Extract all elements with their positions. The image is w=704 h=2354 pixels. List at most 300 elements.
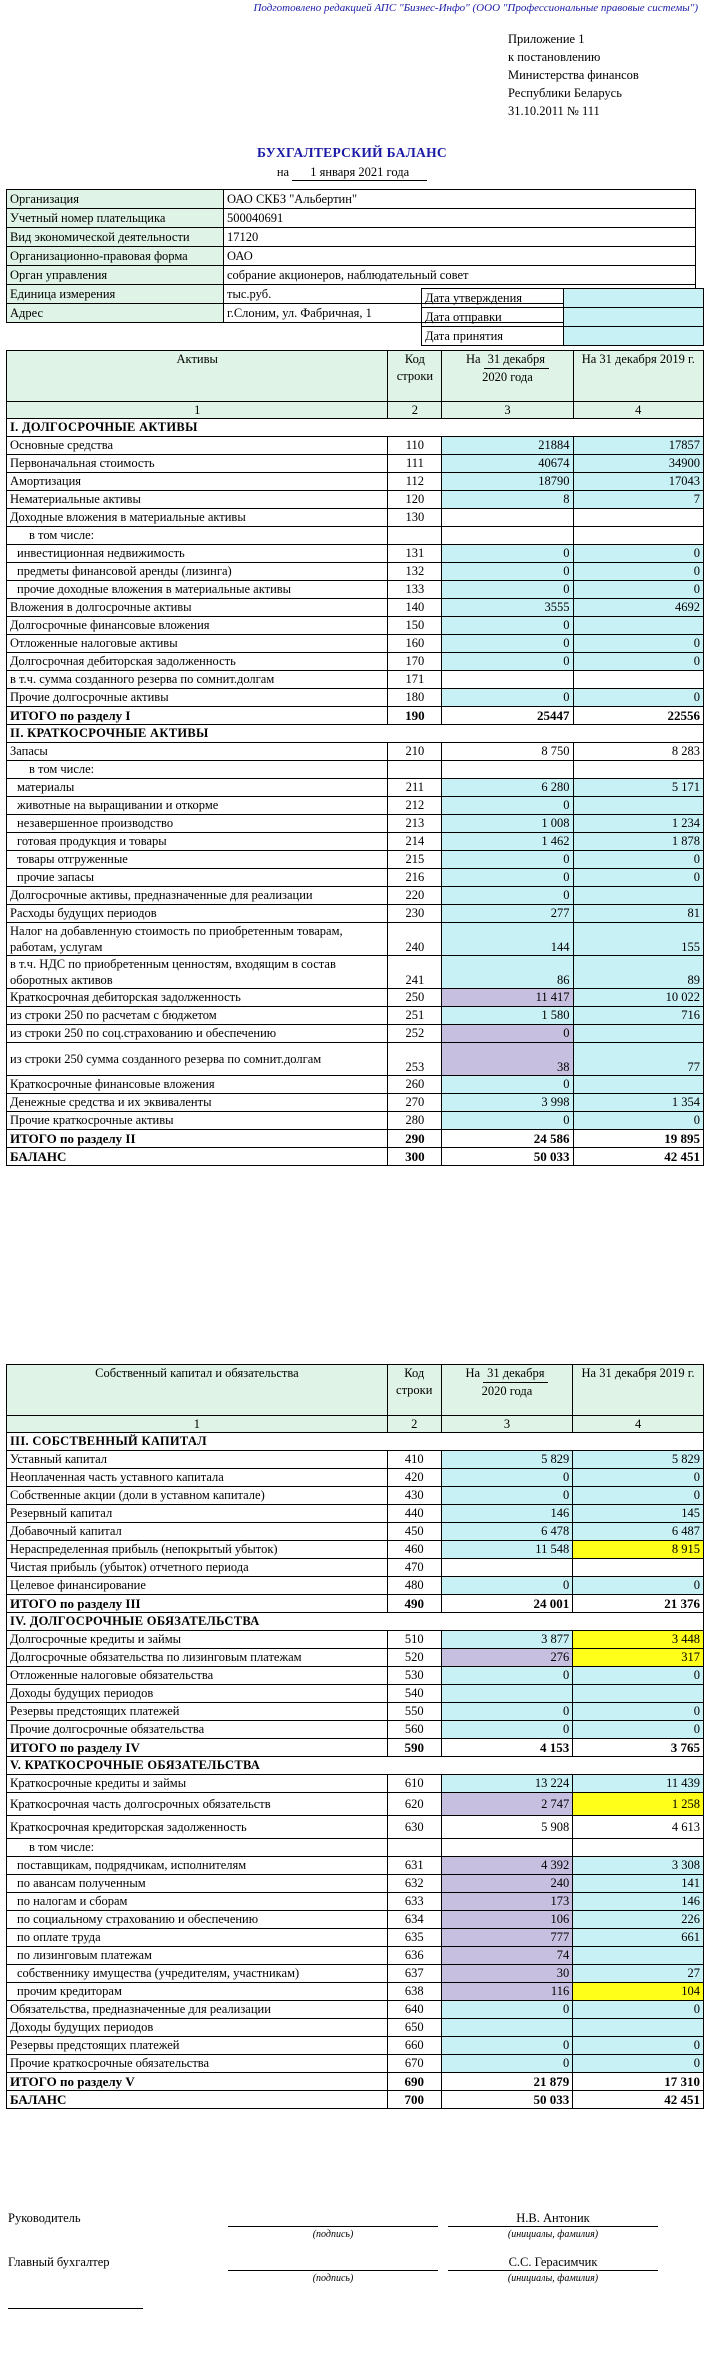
row-value-current[interactable]: 1 580 [442,1007,573,1025]
row-value-previous[interactable]: 0 [573,545,703,563]
row-value-previous[interactable]: 21 376 [573,1595,704,1613]
row-value-current[interactable]: 3555 [442,599,573,617]
balance-row [7,2037,704,2055]
row-value-current[interactable]: 8 [442,491,573,509]
row-value-current[interactable]: 0 [442,1112,573,1130]
row-value-previous[interactable] [573,1076,703,1094]
date-row [422,289,704,308]
row-label: Прочие долгосрочные обязательства [7,1721,388,1739]
row-value-previous[interactable]: 1 234 [573,815,703,833]
balance-row [7,869,704,887]
col-header-previous: На 31 декабря 2019 г. [573,1365,704,1416]
row-value-previous[interactable] [573,1559,704,1577]
row-value-previous[interactable]: 11 439 [573,1775,704,1793]
row-label: Долгосрочные обязательства по лизинговым платежам [7,1649,388,1667]
row-value-current[interactable]: 240 [441,1875,573,1893]
row-value-current[interactable]: 0 [441,1721,573,1739]
balance-row [7,491,704,509]
row-value-previous[interactable]: 0 [573,1667,704,1685]
row-label: Краткосрочная часть долгосрочных обязательств [7,1793,388,1816]
org-info-label: Вид экономической деятельности [7,228,224,247]
row-value-previous[interactable]: 5 171 [573,779,703,797]
row-value-current[interactable]: 21 879 [441,2073,573,2091]
date-value-cell[interactable] [563,289,703,308]
col-header-current: На 31 декабря 2020 года [441,1365,573,1416]
row-value-previous[interactable] [573,509,703,527]
section-header-row [7,1433,704,1451]
balance-row [7,2001,704,2019]
row-value-previous[interactable]: 17043 [573,473,703,491]
row-value-current[interactable]: 0 [441,2037,573,2055]
org-info-value: собрание акционеров, наблюдательный совет [224,266,696,285]
equity-header-row [7,1365,704,1416]
balance-row [7,1487,704,1505]
appendix-line: к постановлению [508,50,601,64]
row-label: Основные средства [7,437,388,455]
row-value-previous[interactable]: 317 [573,1649,704,1667]
column-numbers-row [7,402,704,419]
row-value-previous[interactable]: 42 451 [573,2091,704,2109]
row-value-current[interactable]: 146 [441,1505,573,1523]
row-code: 251 [388,1007,442,1025]
row-value-previous[interactable]: 141 [573,1875,704,1893]
row-code: 590 [387,1739,441,1757]
balance-row [7,851,704,869]
row-value-current[interactable] [441,1559,573,1577]
date-label: Дата отправки [422,308,564,327]
balance-row [7,1007,704,1025]
row-value-previous[interactable] [573,1947,704,1965]
row-code [388,761,442,779]
row-value-current[interactable]: 0 [441,2001,573,2019]
row-code: 460 [387,1541,441,1559]
row-code: 700 [387,2091,441,2109]
date-label: Дата утверждения [422,289,564,308]
row-value-current[interactable]: 0 [442,1025,573,1043]
row-value-previous [573,761,703,779]
row-code: 300 [388,1148,442,1166]
row-value-previous[interactable]: 0 [573,1487,704,1505]
row-label: Запасы [7,743,388,761]
row-value-previous[interactable]: 0 [573,563,703,581]
row-value-current[interactable]: 30 [441,1965,573,1983]
row-label: БАЛАНС [7,2091,388,2109]
row-label: из строки 250 по расчетам с бюджетом [7,1007,388,1025]
row-value-current[interactable]: 0 [442,887,573,905]
balance-row [7,905,704,923]
row-value-previous[interactable] [573,671,703,689]
row-value-current[interactable] [441,1685,573,1703]
balance-row [7,1112,704,1130]
org-info-value: 500040691 [224,209,696,228]
org-info-row [7,228,696,247]
col-num: 2 [387,1416,441,1433]
row-value-previous[interactable]: 0 [573,851,703,869]
date-prefix: на [276,165,290,179]
row-code: 560 [387,1721,441,1739]
row-label: Прочие долгосрочные активы [7,689,388,707]
row-code: 610 [387,1775,441,1793]
row-value-current[interactable]: 0 [442,635,573,653]
row-value-previous[interactable]: 0 [573,1469,704,1487]
row-value-current[interactable]: 4 153 [441,1739,573,1757]
row-value-current[interactable]: 38 [442,1043,573,1076]
balance-row [7,1667,704,1685]
balance-row [7,455,704,473]
row-label: ИТОГО по разделу V [7,2073,388,2091]
row-value-previous[interactable] [573,2019,704,2037]
balance-row [7,509,704,527]
row-label: Чистая прибыль (убыток) отчетного периода [7,1559,388,1577]
row-value-previous[interactable]: 3 448 [573,1631,704,1649]
row-label: Долгосрочные финансовые вложения [7,617,388,635]
balance-row [7,1577,704,1595]
row-value-previous[interactable]: 6 487 [573,1523,704,1541]
row-value-current[interactable]: 8 750 [442,743,573,761]
balance-row [7,1076,704,1094]
row-value-previous[interactable]: 0 [573,1112,703,1130]
row-value-previous[interactable]: 0 [573,2001,704,2019]
section-title: III. СОБСТВЕННЫЙ КАПИТАЛ [7,1433,704,1451]
accountant-name: С.С. Герасимчик [508,2255,598,2269]
balance-row [7,743,704,761]
appendix-line: 31.10.2011 № 111 [508,104,600,118]
row-value-previous[interactable]: 17857 [573,437,703,455]
row-code: 131 [388,545,442,563]
row-value-current[interactable]: 86 [442,956,573,989]
row-value-current[interactable]: 11 417 [442,989,573,1007]
row-value-current[interactable]: 276 [441,1649,573,1667]
row-code: 540 [387,1685,441,1703]
row-value-current[interactable]: 74 [441,1947,573,1965]
row-value-current[interactable]: 116 [441,1983,573,2001]
section-header-row [7,1757,704,1775]
row-value-current[interactable] [442,671,573,689]
row-value-current [442,527,573,545]
row-value-previous[interactable]: 716 [573,1007,703,1025]
row-label: по авансам полученным [7,1875,388,1893]
row-label: Собственные акции (доли в уставном капитале) [7,1487,388,1505]
row-value-previous[interactable]: 27 [573,1965,704,1983]
section-header-row [7,725,704,743]
balance-row [7,2019,704,2037]
row-value-current[interactable]: 11 548 [441,1541,573,1559]
row-value-previous[interactable]: 0 [573,689,703,707]
row-code: 630 [387,1816,441,1839]
org-info-value: тыс.руб. [224,285,696,304]
org-info-row [7,266,696,285]
row-value-previous[interactable]: 3 308 [573,1857,704,1875]
row-code: 160 [388,635,442,653]
row-value-previous[interactable]: 1 878 [573,833,703,851]
row-value-current[interactable]: 173 [441,1893,573,1911]
row-code: 420 [387,1469,441,1487]
row-value-previous[interactable]: 8 283 [573,743,703,761]
org-info-row [7,247,696,266]
balance-row [7,1965,704,1983]
row-value-previous[interactable] [573,1685,704,1703]
row-label: Налог на добавленную стоимость по приобретенным товарам, работам, услугам [7,923,388,956]
row-value-previous[interactable]: 10 022 [573,989,703,1007]
row-label: инвестиционная недвижимость [7,545,388,563]
sign-caption: (подпись) [312,2273,354,2284]
row-label: Неоплаченная часть уставного капитала [7,1469,388,1487]
row-label: Прочие краткосрочные обязательства [7,2055,388,2073]
row-value-previous [573,527,703,545]
col-header-previous: На 31 декабря 2019 г. [573,351,703,402]
row-value-current[interactable]: 1 462 [442,833,573,851]
row-value-current[interactable]: 50 033 [441,2091,573,2109]
row-value-previous[interactable]: 226 [573,1911,704,1929]
row-label: незавершенное производство [7,815,388,833]
date-row [422,327,704,346]
balance-row [7,1947,704,1965]
row-value-previous[interactable]: 0 [573,869,703,887]
balance-row [7,1523,704,1541]
col-num: 3 [441,1416,573,1433]
row-value-current[interactable]: 0 [442,617,573,635]
balance-row [7,956,704,989]
row-code: 170 [388,653,442,671]
row-value-previous[interactable]: 145 [573,1505,704,1523]
balance-row [7,797,704,815]
row-value-previous[interactable]: 3 765 [573,1739,704,1757]
row-value-current[interactable]: 6 478 [441,1523,573,1541]
row-value-current[interactable]: 0 [442,797,573,815]
row-label: прочие доходные вложения в материальные активы [7,581,388,599]
balance-row [7,815,704,833]
balance-row [7,1451,704,1469]
section-title: II. КРАТКОСРОЧНЫЕ АКТИВЫ [7,725,704,743]
balance-row [7,635,704,653]
row-value-current[interactable]: 0 [441,1469,573,1487]
row-label: Доходные вложения в материальные активы [7,509,388,527]
row-value-previous[interactable]: 22556 [573,707,703,725]
row-value-previous[interactable]: 4 613 [573,1816,704,1839]
row-code: 110 [388,437,442,455]
head-name: Н.В. Антоник [516,2211,590,2225]
row-value-previous[interactable]: 4692 [573,599,703,617]
row-code: 213 [388,815,442,833]
row-label: Нераспределенная прибыль (непокрытый убыток) [7,1541,388,1559]
row-value-current[interactable]: 25447 [442,707,573,725]
row-code: 510 [387,1631,441,1649]
row-value-current[interactable]: 144 [442,923,573,956]
row-code: 210 [388,743,442,761]
assets-table [6,350,704,1166]
row-label: прочим кредиторам [7,1983,388,2001]
row-code: 130 [388,509,442,527]
row-value-current[interactable]: 0 [441,1703,573,1721]
row-code: 252 [388,1025,442,1043]
row-value-current[interactable]: 0 [442,581,573,599]
row-value-previous[interactable]: 155 [573,923,703,956]
dates-table [421,288,704,346]
row-code: 171 [388,671,442,689]
balance-row [7,653,704,671]
row-value-current[interactable]: 4 392 [441,1857,573,1875]
head-label: Руководитель [8,2211,81,2225]
row-value-previous[interactable] [573,797,703,815]
row-value-previous[interactable]: 7 [573,491,703,509]
row-value-current[interactable] [442,509,573,527]
row-value-current[interactable]: 50 033 [442,1148,573,1166]
row-value-current[interactable] [441,2019,573,2037]
row-value-current[interactable]: 3 877 [441,1631,573,1649]
row-code: 650 [387,2019,441,2037]
date-value-cell[interactable] [563,308,703,327]
balance-row [7,1094,704,1112]
row-value-current[interactable]: 0 [442,869,573,887]
row-label: Резервы предстоящих платежей [7,2037,388,2055]
row-value-previous[interactable]: 0 [573,653,703,671]
row-value-current[interactable]: 0 [442,563,573,581]
row-value-current[interactable]: 5 829 [441,1451,573,1469]
row-value-current[interactable]: 0 [441,1577,573,1595]
row-value-current[interactable]: 0 [442,545,573,563]
row-value-previous[interactable]: 17 310 [573,2073,704,2091]
row-label: Долгосрочные кредиты и займы [7,1631,388,1649]
row-label: Краткосрочные финансовые вложения [7,1076,388,1094]
date-value: 1 января 2021 года [292,165,427,181]
total-row [7,1148,704,1166]
row-value-previous[interactable]: 0 [573,635,703,653]
row-value-previous[interactable]: 661 [573,1929,704,1947]
balance-row [7,1911,704,1929]
row-value-previous[interactable]: 1 258 [573,1793,704,1816]
row-label: по налогам и сборам [7,1893,388,1911]
row-value-previous[interactable]: 1 354 [573,1094,703,1112]
balance-row [7,1559,704,1577]
row-value-current[interactable]: 1 008 [442,815,573,833]
row-value-previous[interactable] [573,617,703,635]
col-num: 1 [7,1416,388,1433]
row-value-previous[interactable]: 0 [573,1577,704,1595]
row-value-current[interactable]: 0 [441,1487,573,1505]
row-label: по лизинговым платежам [7,1947,388,1965]
row-label: собственнику имущества (учредителям, участникам) [7,1965,388,1983]
date-row [422,308,704,327]
row-value-current[interactable]: 0 [442,851,573,869]
row-value-current[interactable]: 0 [442,689,573,707]
org-info-row [7,190,696,209]
subheader-row [7,527,704,545]
row-value-previous[interactable]: 0 [573,2037,704,2055]
row-code: 660 [387,2037,441,2055]
balance-row [7,1816,704,1839]
row-value-current[interactable]: 3 998 [442,1094,573,1112]
balance-row [7,1649,704,1667]
row-value-previous[interactable] [573,1025,703,1043]
balance-row [7,1775,704,1793]
org-info-label: Учетный номер плательщика [7,209,224,228]
row-code: 620 [387,1793,441,1816]
row-code: 216 [388,869,442,887]
row-code: 670 [387,2055,441,2073]
row-value-current[interactable]: 24 586 [442,1130,573,1148]
row-value-current[interactable]: 0 [442,1076,573,1094]
section-header-row [7,1613,704,1631]
row-value-previous[interactable]: 34900 [573,455,703,473]
row-value-previous[interactable]: 77 [573,1043,703,1076]
row-code: 440 [387,1505,441,1523]
row-value-current[interactable]: 777 [441,1929,573,1947]
section-title: V. КРАТКОСРОЧНЫЕ ОБЯЗАТЕЛЬСТВА [7,1757,704,1775]
row-value-previous[interactable]: 42 451 [573,1148,703,1166]
row-code: 150 [388,617,442,635]
row-value-previous[interactable]: 0 [573,1703,704,1721]
row-value-previous[interactable]: 8 915 [573,1541,704,1559]
row-value-previous[interactable]: 81 [573,905,703,923]
row-code: 120 [388,491,442,509]
row-code: 480 [387,1577,441,1595]
row-label: ИТОГО по разделу III [7,1595,388,1613]
row-label: ИТОГО по разделу I [7,707,388,725]
row-code: 270 [388,1094,442,1112]
date-value-cell[interactable] [563,327,703,346]
equity-liabilities-table [6,1364,704,2109]
row-value-previous[interactable]: 0 [573,1721,704,1739]
row-value-previous[interactable]: 19 895 [573,1130,703,1148]
row-value-current[interactable]: 277 [442,905,573,923]
row-label: Уставный капитал [7,1451,388,1469]
row-label: из строки 250 сумма созданного резерва по сомнит.долгам [7,1043,388,1076]
row-label: Нематериальные активы [7,491,388,509]
row-value-previous [573,1839,704,1857]
balance-row [7,545,704,563]
org-info-value: г.Слоним, ул. Фабричная, 1 [224,304,696,323]
row-label: в том числе: [7,1839,388,1857]
row-value-current[interactable]: 18790 [442,473,573,491]
row-value-previous[interactable]: 5 829 [573,1451,704,1469]
row-value-previous[interactable]: 146 [573,1893,704,1911]
row-value-current[interactable]: 6 280 [442,779,573,797]
row-label: Расходы будущих периодов [7,905,388,923]
balance-row [7,1721,704,1739]
row-code: 634 [387,1911,441,1929]
col-num: 1 [7,402,388,419]
row-value-current[interactable]: 40674 [442,455,573,473]
balance-row [7,887,704,905]
row-value-previous[interactable]: 89 [573,956,703,989]
col-header-equity: Собственный капитал и обязательства [7,1365,388,1416]
row-value-current[interactable]: 2 747 [441,1793,573,1816]
row-value-previous[interactable]: 0 [573,2055,704,2073]
row-value-current[interactable]: 0 [442,653,573,671]
total-row [7,1130,704,1148]
row-code: 520 [387,1649,441,1667]
row-label: Денежные средства и их эквиваленты [7,1094,388,1112]
name-caption: (инициалы, фамилия) [507,2273,599,2284]
row-value-current[interactable]: 0 [441,2055,573,2073]
row-label: материалы [7,779,388,797]
row-value-current[interactable]: 5 908 [441,1816,573,1839]
row-value-current[interactable]: 0 [441,1667,573,1685]
row-value-current[interactable]: 13 224 [441,1775,573,1793]
balance-row [7,1469,704,1487]
row-code: 241 [388,956,442,989]
balance-row [7,671,704,689]
row-value-previous[interactable]: 0 [573,581,703,599]
row-value-current[interactable]: 24 001 [441,1595,573,1613]
row-value-previous[interactable] [573,887,703,905]
assets-header-row [7,351,704,402]
balance-row [7,1631,704,1649]
row-value-current[interactable]: 106 [441,1911,573,1929]
total-row [7,707,704,725]
row-value-current[interactable]: 21884 [442,437,573,455]
row-value-previous[interactable]: 104 [573,1983,704,2001]
